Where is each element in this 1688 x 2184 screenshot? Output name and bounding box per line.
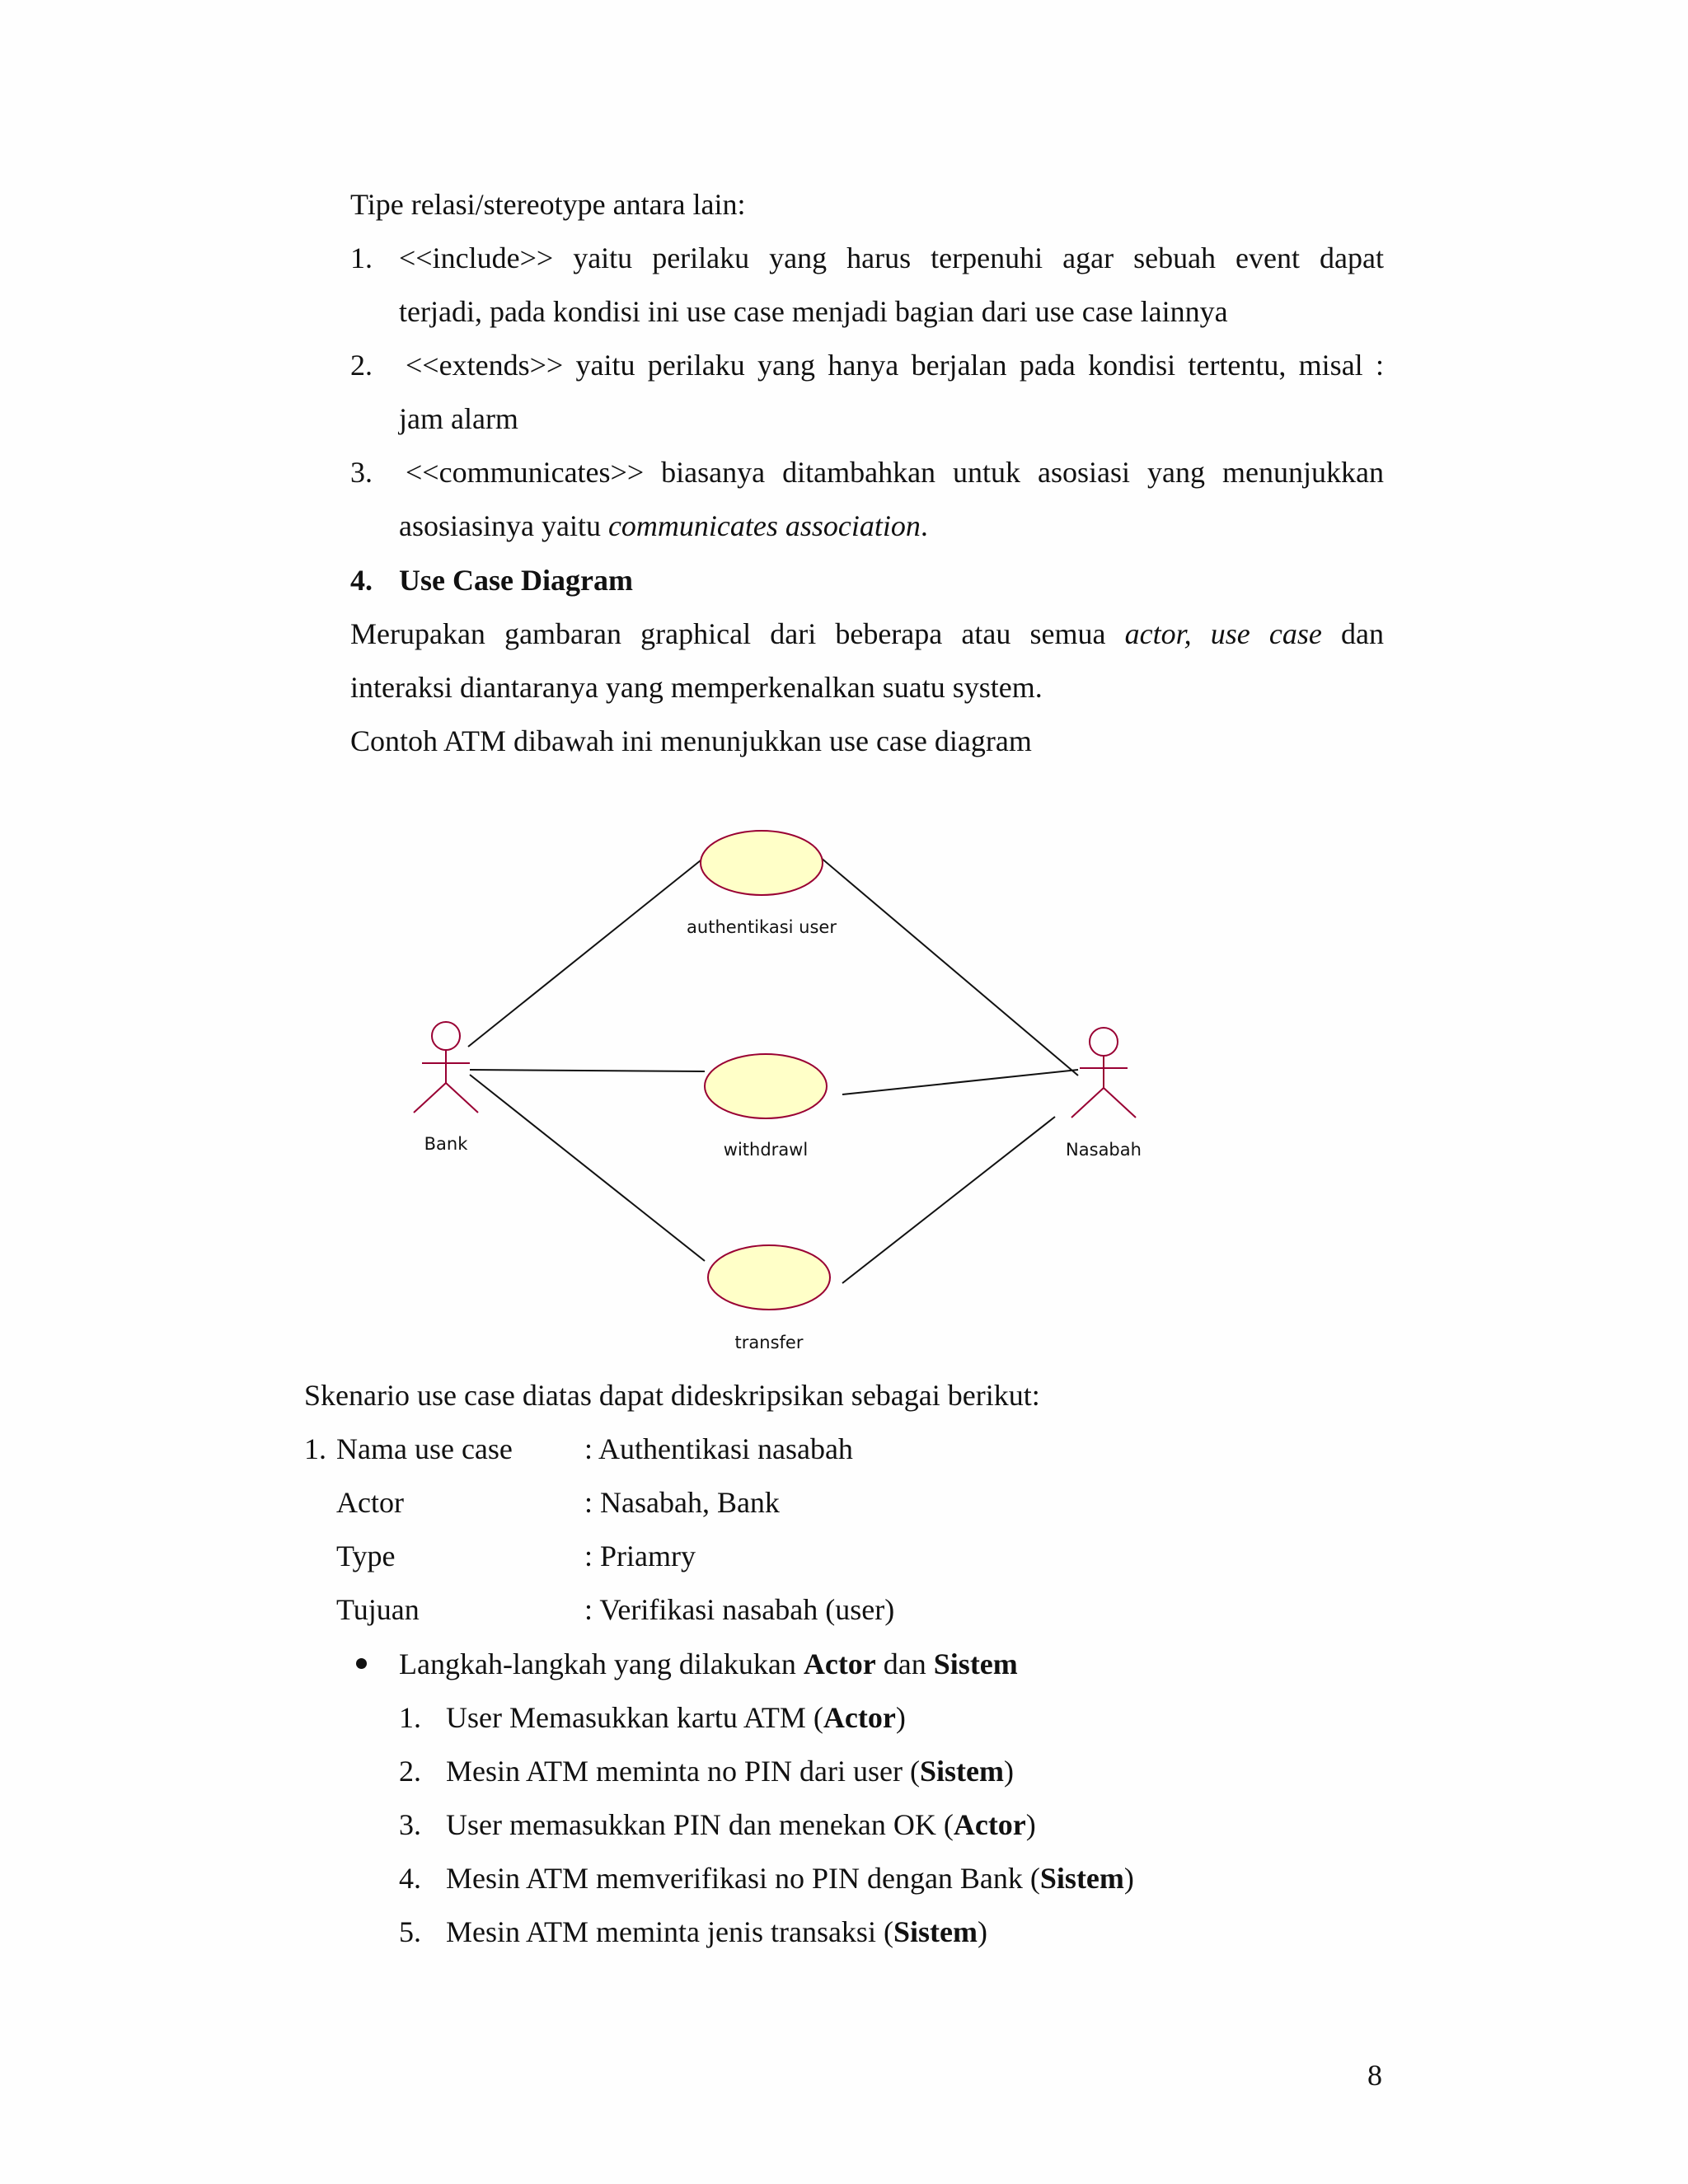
association-line [842,1070,1078,1094]
step-text: User memasukkan PIN dan menekan OK (Actor) [446,1808,1036,1841]
actor-label: Bank [424,1134,468,1154]
use-case-withdrawl [705,1054,827,1118]
field-value: : Nasabah, Bank [584,1486,780,1519]
association-line [820,857,1078,1076]
relation-text: <<include>> yaitu perilaku yang harus terpenuhi agar sebuah event dapat [399,241,1384,274]
paragraph-line: interaksi diantaranya yang memperkenalkan suatu system. [350,671,1043,704]
relation-text: terjadi, pada kondisi ini use case menjadi bagian dari use case lainnya [399,295,1228,328]
paragraph-line: Merupakan gambaran graphical dari beberapa atau semua actor, use case dan [350,617,1384,650]
step-text: Mesin ATM meminta jenis transaksi (Sistem) [446,1915,987,1948]
field-value: : Authentikasi nasabah [584,1432,853,1465]
relation-text: jam alarm [399,402,518,435]
actor-label: Nasabah [1066,1140,1142,1160]
relation-number: 3. [350,456,373,489]
nasabah-actor-icon [1071,1028,1136,1118]
relation-number: 1. [350,241,373,274]
relation-text: <<communicates>> biasanya ditambahkan untuk asosiasi yang menunjukkan [406,456,1384,489]
use-case-authentikasi-user [701,831,823,895]
step-number: 5. [399,1915,421,1948]
step-text: Mesin ATM memverifikasi no PIN dengan Bank (Sistem) [446,1862,1134,1895]
step-number: 2. [399,1755,421,1788]
relation-number: 2. [350,349,373,382]
step-text: User Memasukkan kartu ATM (Actor) [446,1701,906,1734]
bank-actor-icon [414,1022,478,1113]
association-line [470,1070,705,1071]
section-title: Use Case Diagram [399,564,633,597]
step-number: 3. [399,1808,421,1841]
page-number: 8 [1367,2059,1382,2092]
use-case-label: transfer [734,1333,804,1352]
step-number: 4. [399,1862,421,1895]
bullet-icon [356,1658,367,1669]
association-line [842,1117,1055,1283]
scenario-number: 1. [304,1432,326,1465]
paragraph-line: Contoh ATM dibawah ini menunjukkan use case diagram [350,724,1032,757]
bullet-text: Langkah-langkah yang dilakukan Actor dan Sistem [399,1647,1018,1680]
step-text: Mesin ATM meminta no PIN dari user (Sistem) [446,1755,1014,1788]
association-line [470,1075,705,1261]
field-value: : Priamry [584,1540,696,1572]
use-case-transfer [708,1245,830,1310]
relation-text: asosiasinya yaitu communicates association. [399,509,928,542]
field-label: Nama use case [336,1432,513,1465]
field-label: Actor [336,1486,404,1519]
field-value: : Verifikasi nasabah (user) [584,1593,895,1626]
section-number: 4. [350,564,373,597]
field-label: Tujuan [336,1593,420,1626]
association-line [468,857,705,1047]
field-label: Type [336,1540,396,1572]
relation-text: <<extends>> yaitu perilaku yang hanya berjalan pada kondisi tertentu, misal : [406,349,1384,382]
use-case-label: withdrawl [723,1140,809,1160]
step-number: 1. [399,1701,421,1734]
intro-text: Tipe relasi/stereotype antara lain: [350,188,746,221]
use-case-label: authentikasi user [687,917,837,937]
scenario-heading: Skenario use case diatas dapat dideskripsikan sebagai berikut: [304,1379,1040,1412]
